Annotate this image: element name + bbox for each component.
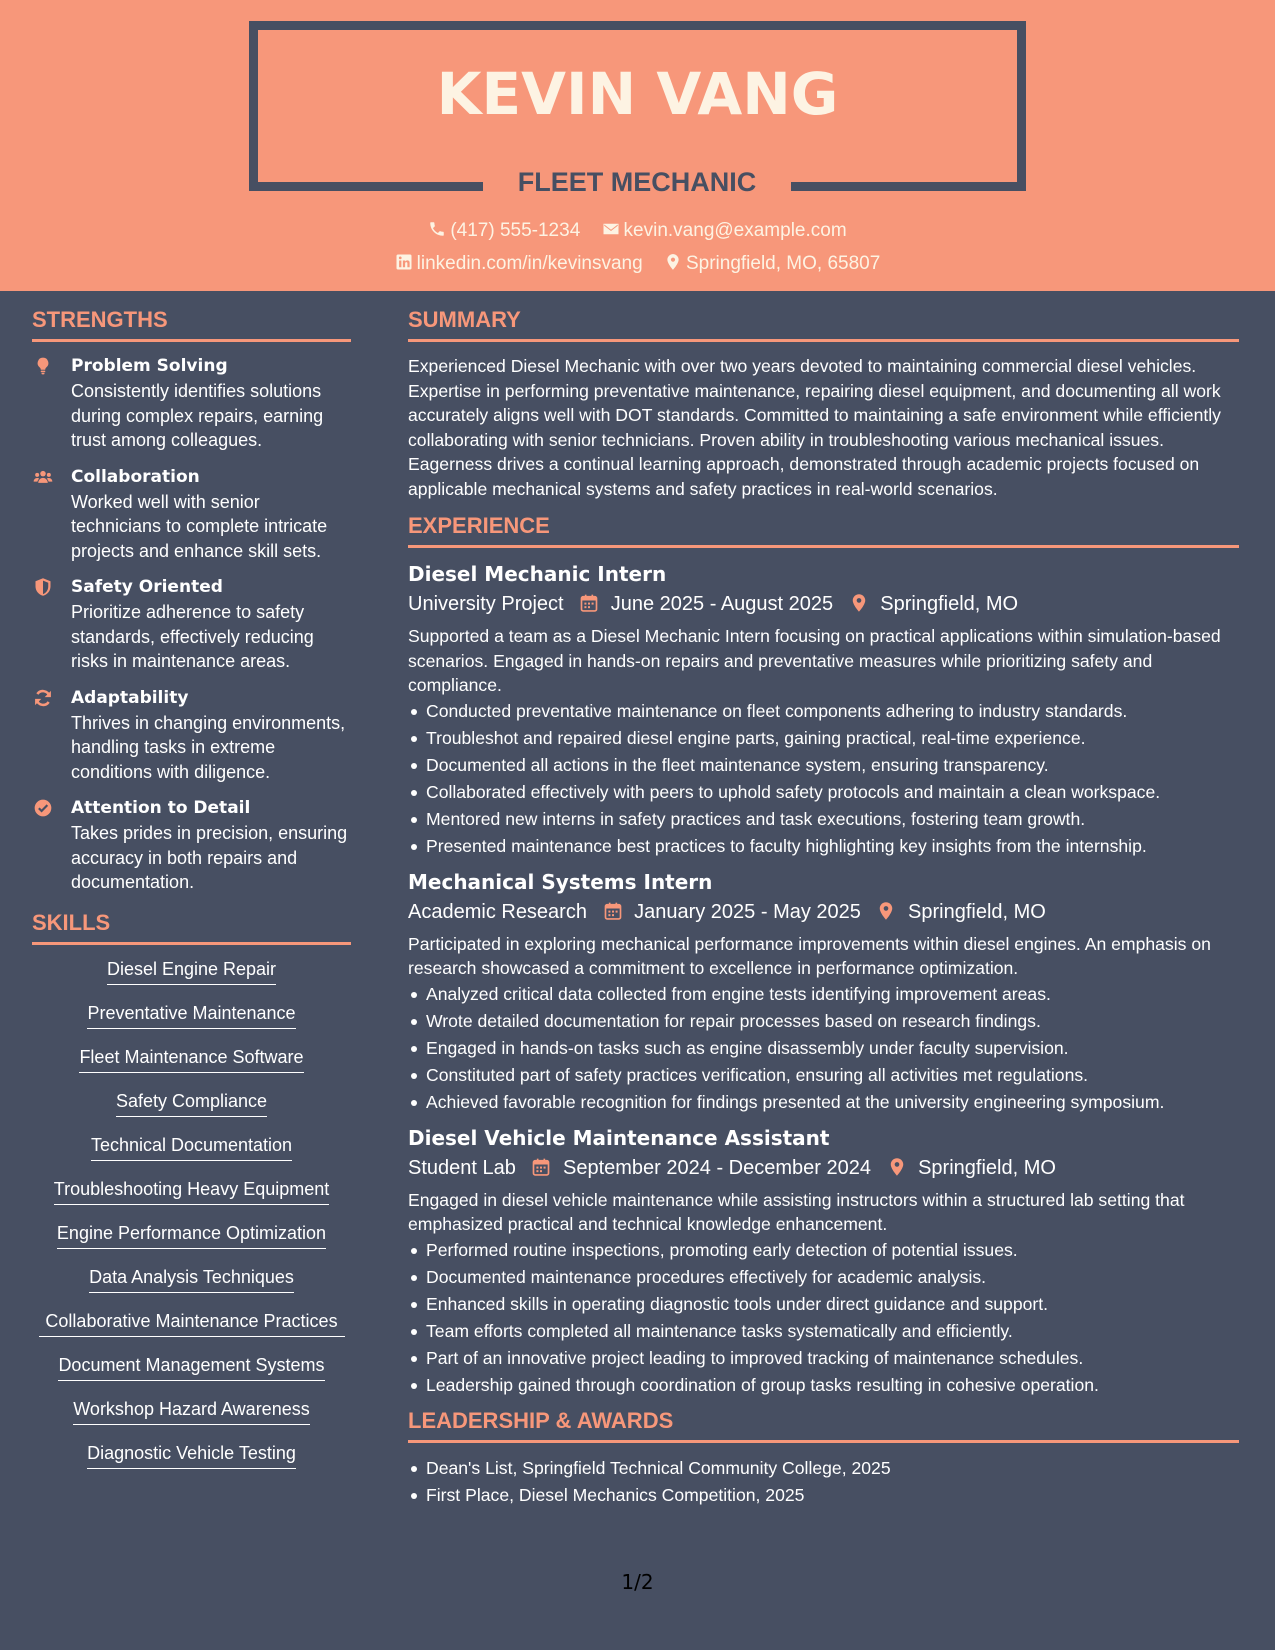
contact-email[interactable] bbox=[602, 220, 847, 242]
strength-item bbox=[32, 354, 351, 453]
check-circle-icon bbox=[33, 798, 53, 818]
job-location: Springfield, MO bbox=[880, 593, 1019, 615]
users-icon bbox=[33, 467, 53, 487]
skill-tag: Fleet Maintenance Software bbox=[79, 1045, 303, 1073]
skill-tag: Diesel Engine Repair bbox=[107, 957, 276, 985]
strength-desc: Takes prides in precision, ensuring accuracy in both repairs and documentation. bbox=[71, 823, 348, 892]
map-pin-icon bbox=[664, 253, 682, 271]
job-bullet: Collaborated effectively with peers to uphold safety protocols and maintain a clean workspace. bbox=[408, 779, 1239, 806]
strength-desc: Thrives in changing environments, handling tasks in extreme conditions with diligence. bbox=[71, 712, 346, 782]
skill-tag: Technical Documentation bbox=[91, 1133, 292, 1161]
right-column bbox=[408, 306, 1239, 1509]
map-pin-icon bbox=[876, 901, 896, 921]
job-role: Diesel Mechanic Intern bbox=[408, 562, 667, 586]
strength-item bbox=[32, 465, 351, 564]
skill-tag: Troubleshooting Heavy Equipment bbox=[54, 1177, 330, 1205]
shield-icon bbox=[33, 577, 53, 597]
job-meta bbox=[408, 896, 1239, 928]
skill-tag: Data Analysis Techniques bbox=[89, 1265, 294, 1293]
awards-heading: LEADERSHIP & AWARDS bbox=[408, 1407, 1239, 1443]
strength-item bbox=[32, 796, 351, 895]
job-description: Participated in exploring mechanical performance improvements within diesel engines. An emphasis on research showcased a commitment to excellence in performance optimization. bbox=[408, 933, 1211, 978]
page-number: 1/2 bbox=[621, 1570, 654, 1594]
job-bullets bbox=[408, 698, 1239, 860]
job-dates: January 2025 - May 2025 bbox=[634, 900, 861, 923]
job-bullet: Troubleshot and repaired diesel engine parts, gaining practical, real-time experience. bbox=[408, 725, 1239, 752]
job-description: Engaged in diesel vehicle maintenance while assisting instructors within a structured lab setting that emphasized practical and technical knowledge enhancement. bbox=[408, 1189, 1185, 1234]
job-entry bbox=[408, 1124, 1239, 1399]
contact-linkedin[interactable] bbox=[395, 253, 643, 275]
job-bullet: Analyzed critical data collected from engine tests identifying improvement areas. bbox=[408, 981, 1239, 1008]
skill-tag: Diagnostic Vehicle Testing bbox=[87, 1441, 296, 1469]
strength-name: Safety Oriented bbox=[71, 577, 223, 597]
strength-name: Adaptability bbox=[71, 687, 189, 708]
skill-tag: Preventative Maintenance bbox=[87, 1001, 295, 1029]
job-org: University Project bbox=[408, 593, 564, 615]
contact-location bbox=[664, 253, 880, 275]
skills-list bbox=[32, 957, 351, 1485]
award-item: Dean's List, Springfield Technical Community College, 2025 bbox=[408, 1455, 1239, 1482]
header-banner bbox=[0, 0, 1275, 291]
job-role: Diesel Vehicle Maintenance Assistant bbox=[408, 1125, 830, 1150]
awards-list bbox=[408, 1455, 1239, 1509]
job-bullet: Leadership gained through coordination of group tasks resulting in cohesive operation. bbox=[408, 1372, 1239, 1399]
calendar-icon bbox=[531, 1157, 551, 1177]
job-bullet: Presented maintenance best practices to faculty highlighting key insights from the internship. bbox=[408, 833, 1239, 860]
frame-divider-right bbox=[791, 182, 1026, 191]
job-meta bbox=[408, 1152, 1239, 1184]
job-bullet: Wrote detailed documentation for repair processes based on research findings. bbox=[408, 1008, 1239, 1035]
summary-heading: SUMMARY bbox=[408, 306, 1239, 342]
phone-text: (417) 555-1234 bbox=[450, 220, 581, 241]
candidate-name: KEVIN VANG bbox=[436, 60, 839, 128]
job-bullet: Enhanced skills in operating diagnostic tools under direct guidance and support. bbox=[408, 1291, 1239, 1318]
job-dates: June 2025 - August 2025 bbox=[610, 593, 834, 615]
job-bullets bbox=[408, 981, 1239, 1116]
strength-desc: Consistently identifies solutions during complex repairs, earning trust among colleagues. bbox=[71, 381, 324, 450]
job-bullet: Conducted preventative maintenance on fleet components adhering to industry standards. bbox=[408, 698, 1239, 725]
skills-heading: SKILLS bbox=[32, 909, 351, 945]
strength-name: Problem Solving bbox=[71, 356, 228, 376]
job-bullet: Documented all actions in the fleet maintenance system, ensuring transparency. bbox=[408, 752, 1239, 779]
skill-tag: Document Management Systems bbox=[58, 1353, 324, 1381]
location-text: Springfield, MO, 65807 bbox=[685, 253, 881, 274]
job-role: Mechanical Systems Intern bbox=[408, 869, 713, 894]
job-bullet: Part of an innovative project leading to improved tracking of maintenance schedules. bbox=[408, 1345, 1239, 1372]
strength-item bbox=[32, 686, 351, 785]
job-entry bbox=[408, 868, 1239, 1116]
left-column bbox=[32, 306, 351, 1485]
job-location: Springfield, MO bbox=[918, 1156, 1056, 1179]
map-pin-icon bbox=[849, 593, 869, 613]
summary-text: Experienced Diesel Mechanic with over two years devoted to maintaining commercial diesel vehicles. Expertise in performing preventative maintenance, repairing diesel equipment, and documenting all work accurately aligns well with DOT standards. Committed to maintaining a safe environment while efficiently collaborating with senior technicians. Proven ability in troubleshooting various mechanical issues. Eagerness drives a continual learning approach, demonstrated through academic projects focused on applicable mechanical systems and safety practices in real-world scenarios. bbox=[408, 356, 1221, 499]
strength-item bbox=[32, 575, 351, 674]
job-bullet: Engaged in hands-on tasks such as engine disassembly under faculty supervision. bbox=[408, 1035, 1239, 1062]
envelope-icon bbox=[602, 220, 620, 238]
job-bullet: Performed routine inspections, promoting early detection of potential issues. bbox=[408, 1237, 1239, 1264]
job-bullet: Team efforts completed all maintenance tasks systematically and efficiently. bbox=[408, 1318, 1239, 1345]
job-description: Supported a team as a Diesel Mechanic Intern focusing on practical applications within simulation-based scenarios. Engaged in hands-on repairs and preventative measures while prioritizing safety and compliance. bbox=[408, 626, 1221, 695]
job-entry bbox=[408, 560, 1239, 860]
linkedin-icon bbox=[395, 253, 413, 271]
strength-name: Collaboration bbox=[71, 466, 200, 487]
skill-tag: Collaborative Maintenance Practices bbox=[39, 1309, 345, 1337]
job-org: Student Lab bbox=[408, 1156, 516, 1179]
linkedin-text: linkedin.com/in/kevinsvang bbox=[416, 253, 643, 274]
job-bullets bbox=[408, 1237, 1239, 1399]
strength-name: Attention to Detail bbox=[71, 798, 251, 818]
award-item: First Place, Diesel Mechanics Competition, 2025 bbox=[408, 1482, 1239, 1509]
job-bullet: Achieved favorable recognition for findings presented at the university engineering symposium. bbox=[408, 1089, 1239, 1116]
map-pin-icon bbox=[887, 1157, 907, 1177]
job-bullet: Constituted part of safety practices verification, ensuring all activities met regulations. bbox=[408, 1062, 1239, 1089]
calendar-icon bbox=[579, 593, 599, 613]
email-text: kevin.vang@example.com bbox=[623, 220, 847, 241]
strength-desc: Worked well with senior technicians to complete intricate projects and enhance skill sets. bbox=[71, 491, 328, 561]
job-bullet: Mentored new interns in safety practices and task executions, fostering team growth. bbox=[408, 806, 1239, 833]
frame-divider-left bbox=[249, 182, 483, 191]
sync-icon bbox=[33, 688, 53, 708]
job-dates: September 2024 - December 2024 bbox=[563, 1156, 871, 1179]
strengths-heading: STRENGTHS bbox=[32, 306, 351, 342]
job-org: Academic Research bbox=[408, 900, 587, 923]
job-location: Springfield, MO bbox=[908, 900, 1046, 923]
skill-tag: Safety Compliance bbox=[116, 1089, 267, 1117]
calendar-icon bbox=[603, 901, 623, 921]
lightbulb-icon bbox=[33, 356, 53, 376]
job-title: FLEET MECHANIC bbox=[517, 167, 757, 197]
job-bullet: Documented maintenance procedures effectively for academic analysis. bbox=[408, 1264, 1239, 1291]
job-meta bbox=[408, 588, 1239, 620]
contact-row-1 bbox=[0, 220, 1275, 242]
phone-icon bbox=[428, 220, 446, 238]
skill-tag: Workshop Hazard Awareness bbox=[73, 1397, 309, 1425]
experience-heading: EXPERIENCE bbox=[408, 512, 1239, 548]
contact-row-2 bbox=[0, 253, 1275, 275]
contact-phone[interactable] bbox=[428, 220, 580, 242]
strength-desc: Prioritize adherence to safety standards, effectively reducing risks in maintenance areas. bbox=[71, 602, 314, 671]
skill-tag: Engine Performance Optimization bbox=[57, 1221, 326, 1249]
